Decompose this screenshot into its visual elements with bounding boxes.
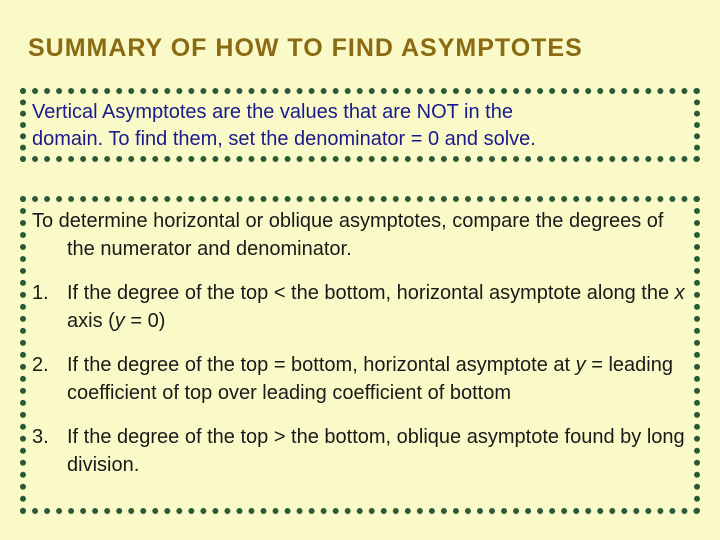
horizontal-oblique-box bbox=[20, 196, 700, 514]
item-text: If the degree of the top > the bottom, oblique asymptote found by long division. bbox=[67, 426, 685, 476]
slide-title: SUMMARY OF HOW TO FIND ASYMPTOTES bbox=[28, 34, 583, 62]
item-number: 2. bbox=[32, 354, 49, 376]
variable-y: y bbox=[575, 354, 586, 376]
list-item bbox=[32, 351, 692, 407]
vertical-line-1: Vertical Asymptotes are the values that are NOT in the bbox=[32, 101, 513, 123]
variable-y: y bbox=[114, 310, 125, 332]
horizontal-oblique-content bbox=[32, 207, 692, 495]
vertical-asymptotes-box bbox=[20, 88, 700, 162]
item-number: 1. bbox=[32, 282, 49, 304]
vertical-line-2: domain. To find them, set the denominator = 0 and solve. bbox=[32, 128, 536, 150]
variable-x: x bbox=[674, 282, 685, 304]
item-text: If the degree of the top < the bottom, horizontal asymptote along the x axis (y = 0) bbox=[67, 282, 685, 332]
vertical-asymptotes-text bbox=[32, 99, 536, 153]
list-item bbox=[32, 279, 692, 335]
item-number: 3. bbox=[32, 426, 49, 448]
intro-paragraph: To determine horizontal or oblique asymptotes, compare the degrees of the numerator and denominator. bbox=[32, 210, 664, 260]
item-text: If the degree of the top = bottom, horizontal asymptote at y = leading coefficient of top over leading coefficient of bottom bbox=[67, 354, 673, 404]
list-item bbox=[32, 423, 692, 479]
